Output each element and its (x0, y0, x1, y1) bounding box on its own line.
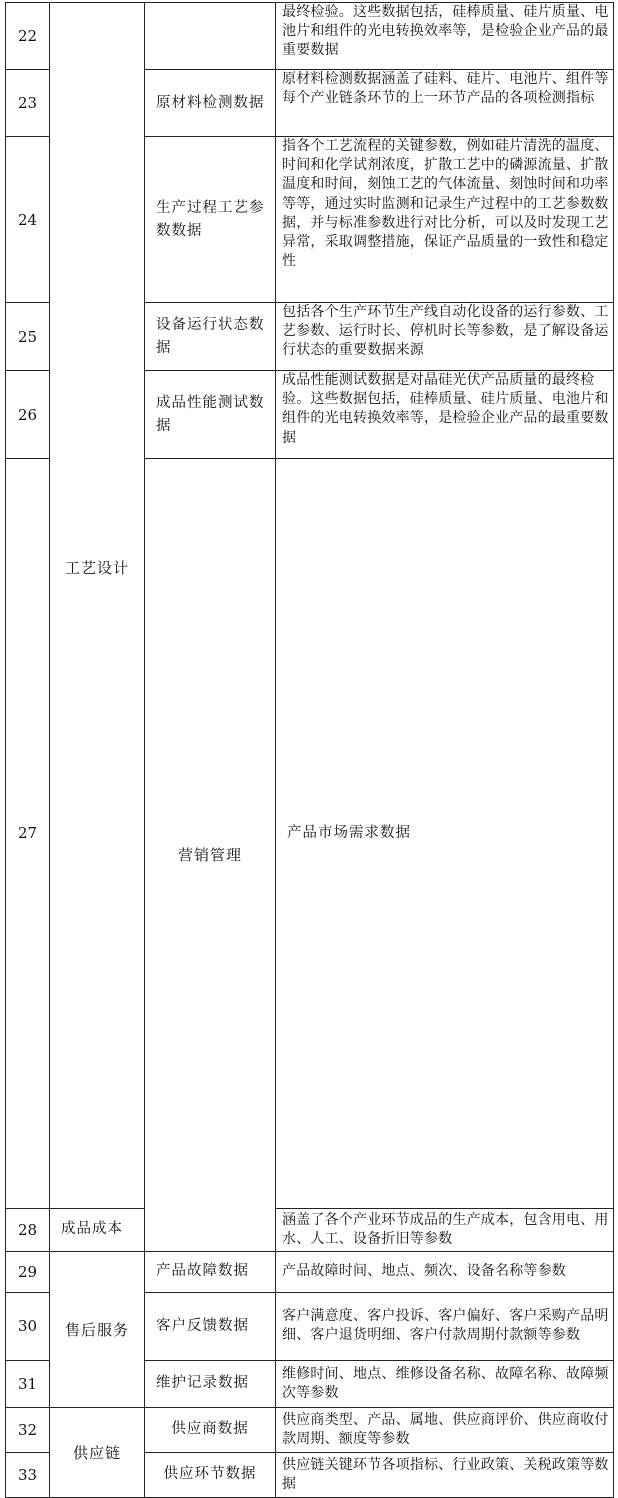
category-after-sales (50, 1251, 145, 1407)
item-name: 成品成本 (50, 1208, 145, 1251)
item-description: 涵盖了各个产业环节成品的生产成本，包含用电、用水、人工、设备折旧等参数 (276, 1208, 614, 1251)
item-description: 最终检验。这些数据包括，硅棒质量、硅片质量、电池片和组件的光电转换效率等，是检验企业产品的最重要数据 (276, 3, 614, 70)
item-description: 原材料检测数据涵盖了硅料、硅片、电池片、组件等每个产业链条环节的上一环节产品的各项检测指标 (276, 70, 614, 137)
row-number: 27 (6, 459, 50, 1209)
item-name: 原材料检测数据 (145, 70, 276, 137)
row-number: 26 (6, 371, 50, 459)
item-name: 供应商数据 (145, 1407, 276, 1452)
item-name (145, 3, 276, 70)
category-label: 供应链 (72, 1443, 121, 1462)
item-name: 设备运行状态数据 (145, 303, 276, 371)
item-description: 指各个工艺流程的关键参数，例如硅片清洗的温度、时间和化学试剂浓度，扩散工艺中的磷源流量、扩散温度和时间，刻蚀工艺的气体流量、刻蚀时间和功率等等，通过实时监测和记录生产过程中的工艺参数数据，并与标准参数进行对比分析，可以及时发现工艺异常，采取调整措施，保证产品质量的一致性和稳定性 (276, 137, 614, 303)
item-description: 供应链关键环节各项指标、行业政策、关税政策等数据 (276, 1452, 614, 1497)
item-description: 包括各个生产环节生产线自动化设备的运行参数、工艺参数、运行时长、停机时长等参数，是了解设备运行状态的重要数据来源 (276, 303, 614, 371)
table-row (6, 3, 614, 70)
data-catalog-table (5, 2, 614, 1498)
row-number: 33 (6, 1452, 50, 1497)
item-name: 成品性能测试数据 (145, 371, 276, 459)
table-row (6, 1208, 614, 1251)
item-description: 客户满意度、客户投诉、客户偏好、客户采购产品明细、客户退货明细、客户付款周期付款额等参数 (276, 1292, 614, 1360)
category-marketing (145, 459, 276, 1252)
row-number: 28 (6, 1208, 50, 1251)
item-name: 产品市场需求数据 (276, 459, 614, 1209)
table-row (6, 1251, 614, 1292)
row-number: 25 (6, 303, 50, 371)
category-process (50, 3, 145, 1209)
row-number: 31 (6, 1360, 50, 1407)
row-number: 22 (6, 3, 50, 70)
category-label: 营销管理 (177, 846, 242, 865)
item-name: 生产过程工艺参数数据 (145, 137, 276, 303)
row-number: 30 (6, 1292, 50, 1360)
category-label: 工艺设计 (64, 558, 129, 577)
row-number: 32 (6, 1407, 50, 1452)
row-number: 24 (6, 137, 50, 303)
item-description: 供应商类型、产品、属地、供应商评价、供应商收付款周期、额度等参数 (276, 1407, 614, 1452)
item-name: 维护记录数据 (145, 1360, 276, 1407)
row-number: 23 (6, 70, 50, 137)
item-name: 客户反馈数据 (145, 1292, 276, 1360)
item-description: 维修时间、地点、维修设备名称、故障名称、故障频次等参数 (276, 1360, 614, 1407)
item-description: 成品性能测试数据是对晶硅光伏产品质量的最终检验。这些数据包括，硅棒质量、硅片质量、电池片和组件的光电转换效率等，是检验企业产品的最重要数据 (276, 371, 614, 459)
item-name: 产品故障数据 (145, 1251, 276, 1292)
category-label: 售后服务 (64, 1320, 129, 1339)
category-supply-chain (50, 1407, 145, 1497)
row-number: 29 (6, 1251, 50, 1292)
item-name: 供应环节数据 (145, 1452, 276, 1497)
table-row (6, 1407, 614, 1452)
item-description: 产品故障时间、地点、频次、设备名称等参数 (276, 1251, 614, 1292)
